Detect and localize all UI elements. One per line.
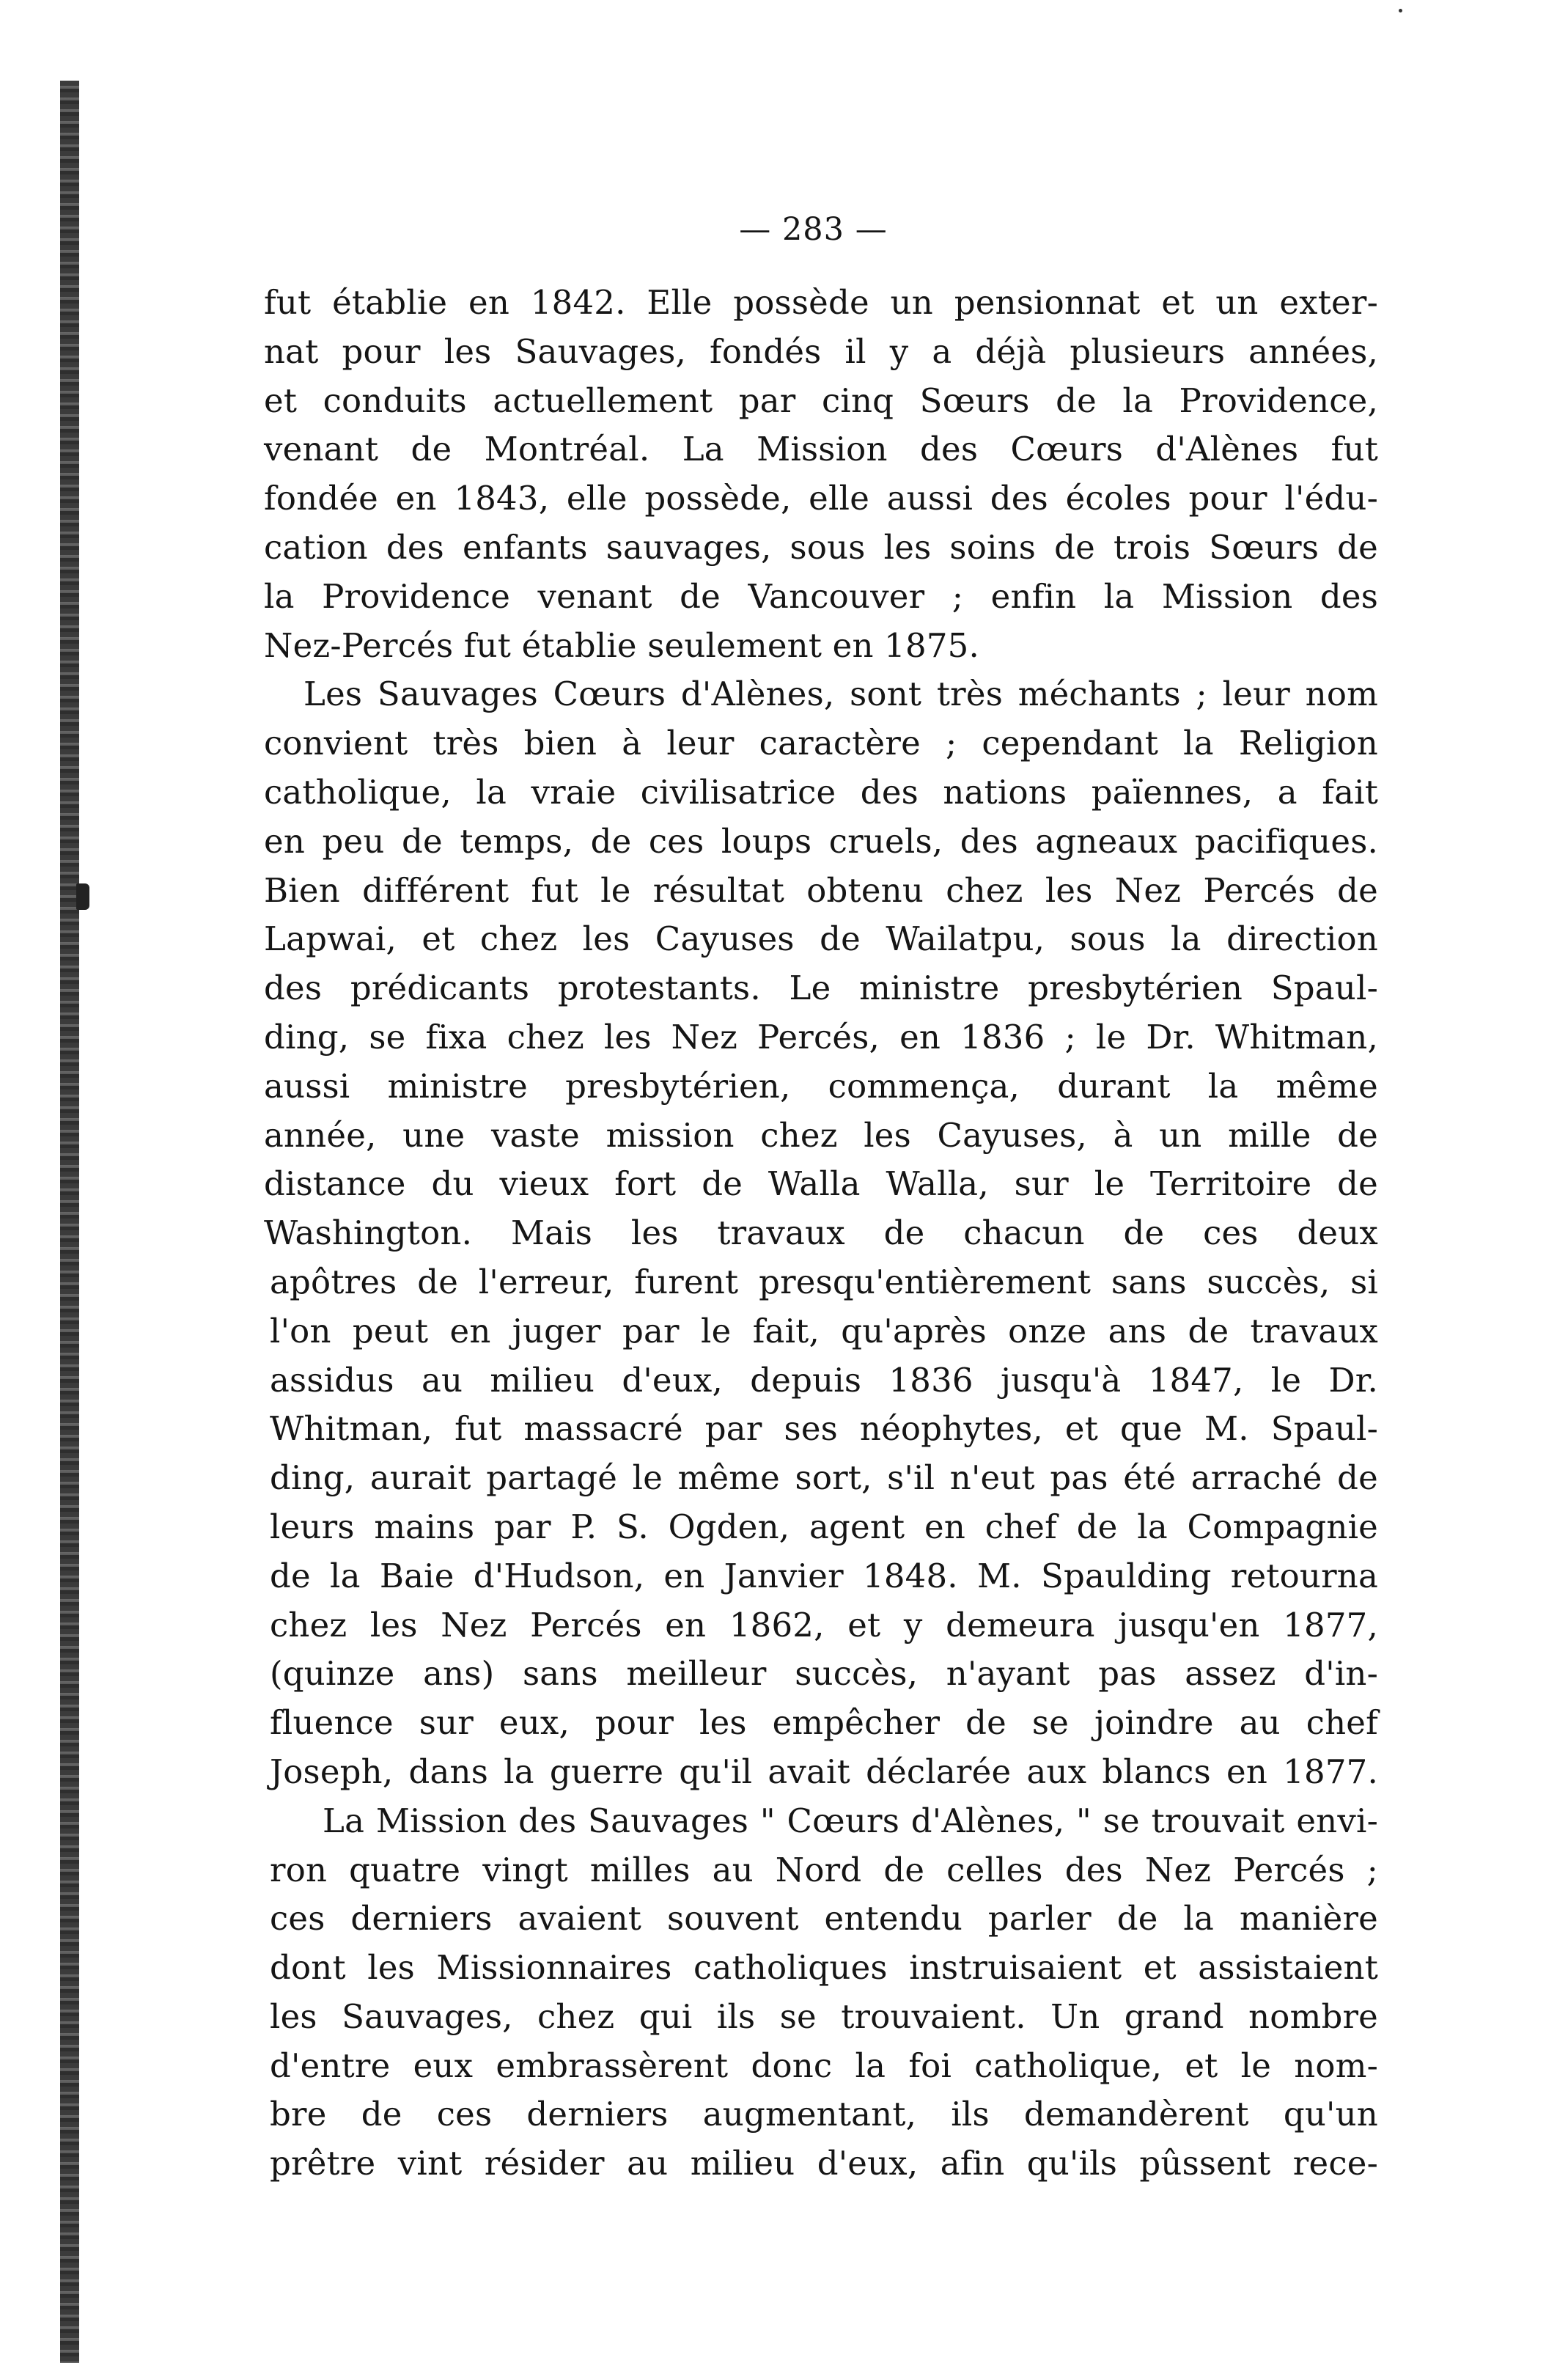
text-line: fut établie en 1842. Elle possède un pensionnat et un exter- (264, 283, 1378, 322)
text-line: cation des enfants sauvages, sous les soins de trois Sœurs de (264, 527, 1378, 567)
text-line: ding, se fixa chez les Nez Percés, en 1836 ; le Dr. Whitman, (264, 1017, 1378, 1056)
scan-binding-notch (76, 883, 89, 910)
text-line: la Providence venant de Vancouver ; enfin la Mission des (264, 576, 1378, 616)
scan-speck (1399, 9, 1402, 12)
text-line: apôtres de l'erreur, furent presqu'entièrement sans succès, si (270, 1262, 1378, 1301)
text-line: catholique, la vraie civilisatrice des nations païennes, a fait (264, 772, 1378, 812)
text-line: ces derniers avaient souvent entendu parler de la manière (270, 1899, 1378, 1938)
text-line: Bien différent fut le résultat obtenu chez les Nez Percés de (264, 870, 1378, 910)
text-line: fluence sur eux, pour les empêcher de se joindre au chef (270, 1703, 1378, 1743)
text-line: fondée en 1843, elle possède, elle aussi des écoles pour l'édu- (264, 479, 1378, 518)
text-line: des prédicants protestants. Le ministre presbytérien Spaul- (264, 969, 1378, 1008)
text-line: aussi ministre presbytérien, commença, durant la même (264, 1066, 1378, 1106)
text-line: convient très bien à leur caractère ; cependant la Religion (264, 724, 1378, 763)
text-line: ding, aurait partagé le même sort, s'il n'eut pas été arraché de (270, 1458, 1378, 1498)
text-line: ron quatre vingt milles au Nord de celles des Nez Percés ; (270, 1850, 1378, 1889)
text-line: distance du vieux fort de Walla Walla, sur le Territoire de (264, 1164, 1378, 1204)
text-line: en peu de temps, de ces loups cruels, des agneaux pacifiques. (264, 821, 1378, 861)
text-line: d'entre eux embrassèrent donc la foi catholique, et le nom- (270, 2046, 1378, 2085)
text-line: bre de ces derniers augmentant, ils demandèrent qu'un (270, 2095, 1378, 2134)
text-line: (quinze ans) sans meilleur succès, n'ayant pas assez d'in- (270, 1654, 1378, 1694)
scan-binding-edge (60, 81, 79, 2363)
body-text (264, 279, 1378, 2189)
paragraph-start-line: La Mission des Sauvages " Cœurs d'Alènes, " se trouvait envi- (323, 1801, 1378, 1840)
text-line: chez les Nez Percés en 1862, et y demeura jusqu'en 1877, (270, 1605, 1378, 1644)
text-line: les Sauvages, chez qui ils se trouvaient. Un grand nombre (270, 1996, 1378, 2036)
text-line: Lapwai, et chez les Cayuses de Wailatpu, sous la direction (264, 919, 1378, 959)
text-line: de la Baie d'Hudson, en Janvier 1848. M. Spaulding retourna (270, 1556, 1378, 1595)
text-line: prêtre vint résider au milieu d'eux, afin qu'ils pûssent rece- (270, 2144, 1378, 2183)
text-line: année, une vaste mission chez les Cayuses, à un mille de (264, 1115, 1378, 1155)
paragraph-end-line: Joseph, dans la guerre qu'il avait déclarée aux blancs en 1877. (270, 1752, 1378, 1791)
text-line: et conduits actuellement par cinq Sœurs de la Providence, (264, 381, 1378, 420)
text-line: Whitman, fut massacré par ses néophytes, et que M. Spaul- (270, 1409, 1378, 1449)
paragraph-start-line: Les Sauvages Cœurs d'Alènes, sont très méchants ; leur nom (303, 675, 1378, 714)
page-number: — 283 — (739, 211, 888, 248)
text-line: nat pour les Sauvages, fondés il y a déjà plusieurs années, (264, 331, 1378, 371)
paragraph-end-line: Nez-Percés fut établie seulement en 1875. (264, 625, 979, 665)
text-line: leurs mains par P. S. Ogden, agent en chef de la Compagnie (270, 1507, 1378, 1546)
text-line: assidus au milieu d'eux, depuis 1836 jusqu'à 1847, le Dr. (270, 1360, 1378, 1400)
text-line: dont les Missionnaires catholiques instruisaient et assistaient (270, 1948, 1378, 1988)
text-line: venant de Montréal. La Mission des Cœurs d'Alènes fut (264, 430, 1378, 469)
text-line: Washington. Mais les travaux de chacun de ces deux (264, 1213, 1378, 1253)
text-line: l'on peut en juger par le fait, qu'après onze ans de travaux (270, 1311, 1378, 1350)
